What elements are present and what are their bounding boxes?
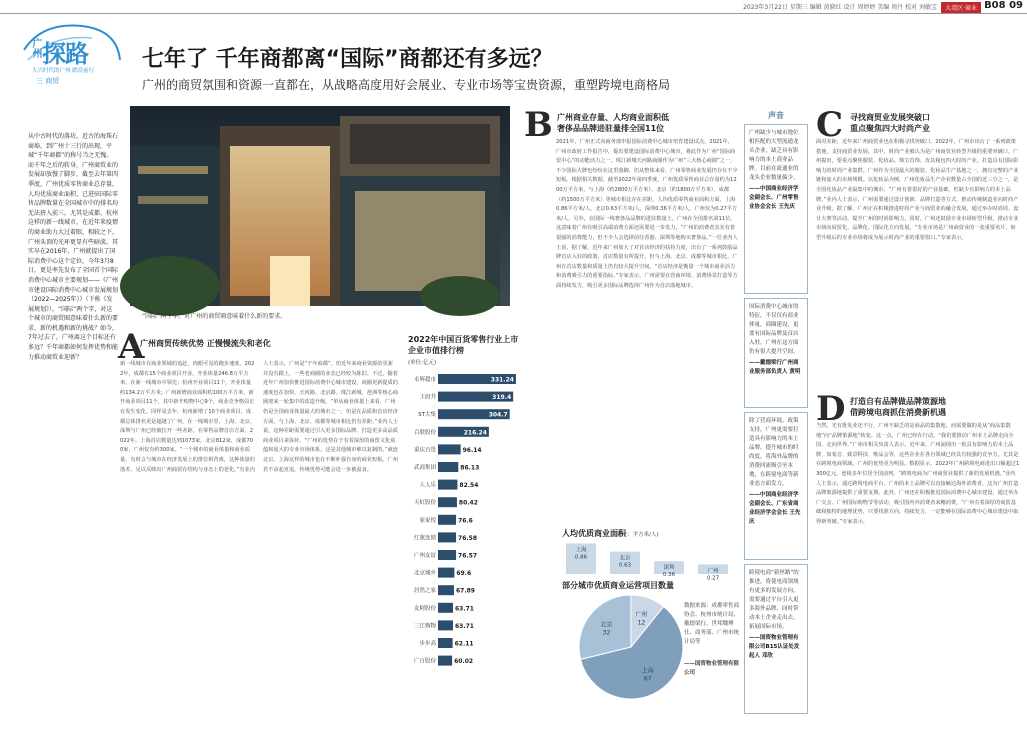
section-d-body: 当然，光有批发业还不行，广州不缺乏的是商品的集散地，而需要做的是从“商品集散地”向“品牌策源地”转变。这一点，广州已经在行动。“我们要推动广州本土品牌走向全国、走向世界。”广州市相关负责人表示。近年来，广州涌现出一批具有影响力的本土品牌，如希音、致景科技、唯品会等，这些企业在各自领域已经具有较强的竞争力。尤其是在跨境电商领域，广州的优势更为明显。数据显示，2022年广州跨境电商进出口额超过1300亿元，连续多年位居全国前列。“跨境电商为广州商贸业提供了新的发展机遇。”业内人士表示，通过跨境电商平台，广州的本土品牌可以直接触达海外消费者，这为广州打造品牌策源地提供了重要支撑。此外，广州还在积极推进国际消费中心城市建设，通过举办广交会、广州国际购物节等活动，吸引国内外消费者来穗消费。“广州有着深厚的商贸基础和独特的地理优势，只要找准方向、持续发力，一定能够在国际消费中心城市建设中取得新突破。”专家表示。 — [816, 423, 1020, 525]
chart1-category-label: 三江购物 — [413, 623, 436, 630]
voice-quote-3-source: ——中国商业经济学会副会长、广东省商业经济学会会长 王先庆 — [749, 492, 801, 525]
chart1-value-label: 80.42 — [458, 499, 478, 507]
chart1-category-label: 友阿股份 — [413, 605, 436, 612]
page-badge: 大湾区·商业 — [941, 2, 981, 13]
section-c-title: 寻找商贸业发展突破口 重点聚焦四大时尚产业 — [850, 113, 930, 133]
chart1-bar — [438, 550, 456, 560]
chart1-category-label: 百联股份 — [413, 429, 436, 436]
photo-caption: “国际”两个字，对广州的商贸圈意味着什么新的要求。 — [142, 313, 287, 320]
chart2-value-label: 0.86 — [574, 554, 588, 561]
chart1-title: 2022年中国百货零售行业上市企业市值排行榜 — [408, 335, 519, 355]
chart1-bar — [438, 444, 461, 454]
chart3-slice-value: 12 — [637, 619, 646, 627]
chart1-bar — [438, 497, 457, 507]
chart3-slice-label: 广州 — [635, 611, 648, 619]
chart1-value-label: 331.24 — [490, 376, 514, 384]
chart1-bar — [438, 480, 457, 490]
chart3-slice-value: 67 — [643, 675, 652, 683]
voice-quote-4-text: 跨境电商“新丝路”的推进，将使电商领域有更多的发展方向，需要通过平台引入更多海外品牌，同时带动本土企业走出去，拓展国际市场。 — [749, 570, 799, 630]
chart1-category-label: 居然之家 — [413, 588, 436, 595]
headline: 七年了 千年商都离“国际”商都还有多远？ — [142, 47, 553, 72]
chart1-value-label: 63.71 — [454, 622, 474, 630]
intro-column: 从中古时代的落坊，近古的海珠石商埠，到广州十三行的出现，平城“千年商都”的称号当之无愧。而千年之后的转身，广州商贸业的发展却放慢了脚步，截至去年第四季度，广州优质零售商业总存量，人均优质商业面积、已进驻国际零售品牌数量在全国城市中的排名均无法挤入前三。尤其是成都、杭州这样的新一线城市，在近年来疫情的商业助力大过着眼，相较之下，广州头顶的光环更显有些暗淡。其实早在2016年，广州就提出了国际消费中心这个定位。今年3月8日，更是率先发布了全国首个国际消费中心城市主要规划——《广州市建设国际消费中心城市发展规划（2022—2025年）》（下称《发展规划》）。“国际”两个字，对这个城市的商贸圈意味着什么新的要求、新的机遇和新的挑战？如今，7年过去了，广州离这个目标还有多远？千年商都如何发挥优势和能力推动商贸业迎新？ — [28, 133, 119, 361]
voice-heading: 声音 — [768, 111, 784, 120]
voice-quote-2-source: ——戴德梁行广州商业服务部负责人 黄明 — [749, 360, 801, 375]
chart1-value-label: 63.71 — [454, 605, 474, 613]
chart2-value-label: 0.63 — [618, 562, 632, 569]
chart2-category-label: 上海 — [575, 547, 587, 554]
chart1-value-label: 319.4 — [492, 394, 512, 402]
chart1-value-label: 60.02 — [454, 658, 474, 666]
chart3-credit: ——国资物业管理有限公司 — [684, 661, 740, 676]
chart1-category-label: 家家悦 — [419, 517, 436, 524]
lead-photo — [130, 106, 510, 306]
chart1-value-label: 96.14 — [462, 446, 482, 454]
chart1-bar — [438, 532, 456, 542]
logo-section: 三 商贸 — [36, 77, 60, 85]
section-a-letter: A — [118, 327, 145, 367]
chart1-category-label: 北京城乡 — [413, 570, 436, 577]
chart1-value-label: 86.13 — [460, 464, 480, 472]
chart3-title: 部分城市优质商业运营项目数量 — [562, 581, 674, 590]
chart1-category-label: 广百股份 — [413, 658, 436, 665]
chart3-pie — [576, 592, 686, 702]
section-b-body: 2021年，广州正式向商务部申报国际消费中心城市培育建设试点。2021年，广州市政府工作报告中，提出要建设国际消费中心城市，将此作为广州“国际商贸中心”的动能活力之一。珠江新城天河路商圈作为广州“三大核心商圈”之一，不少国际大牌也纷纷在这里落脚。但从整体来看，广州零售商业发展仍存在不少短板。根据相关数据，截至2022年第四季度，广州优质零售商业总存量约为1200万平方米，与上海（约2800万平方米）、北京（约1800万平方米）、成都（约1500万平方米）等城市相比存在差距。人均优质零售商业面积方面，上海0.86平方米/人，北京0.63平方米/人，深圳0.36平方米/人，广州仅为0.27平方米/人。另外，在国际一线奢侈品品牌的进驻数量上，广州在全国排名第11位。这意味着广州在吸引高端消费方面还需要进一步发力。“广州的消费者其实有着很强的消费能力，但不少人会选择前往香港、深圳等地购买奢侈品。”一位业内人士说。据了解，近年来广州加大了对首店经济的扶持力度，出台了一系列鼓励品牌首店入驻的政策，首店数量有所提升。但与上海、北京、成都等城市相比，广州在首店数量和质量上仍有较大提升空间。“首店经济是衡量一个城市商业活力和消费吸引力的重要指标。”专家表示，广州需要在营商环境、消费场景打造等方面持续发力，吸引更多国际品牌选择广州作为首店落地城市。 — [556, 139, 738, 289]
section-c-letter: C — [816, 105, 844, 145]
chart1-category-label: 王府井 — [419, 394, 436, 401]
chart2-unit: (单位：平方米/人) — [614, 532, 659, 538]
voice-quote-2-text: 国际消费中心城市的特征，不仅仅有商业体量，商圈建设，更要有国际品牌及首店入驻，广州在这方面仍有很大提升空间。 — [749, 304, 799, 355]
chart1-value-label: 69.6 — [456, 570, 472, 578]
chart1-value-label: 76.6 — [458, 517, 473, 525]
voice-quote-4 — [744, 564, 808, 714]
chart1-value-label: 67.89 — [455, 587, 475, 595]
chart3-slice-label: 上海 — [641, 667, 654, 675]
chart1-value-label: 76.57 — [458, 552, 478, 560]
chart1-bar — [438, 585, 454, 595]
chart1-bar — [438, 568, 454, 578]
chart1-value-label: 62.11 — [454, 640, 474, 648]
logo-tagline: 大兴时代的广州 踏浪前行 — [32, 68, 95, 74]
chart1-category-label: 天虹股份 — [413, 500, 436, 507]
chart1-value-label: 304.7 — [488, 411, 508, 419]
voice-quote-1 — [744, 124, 808, 294]
chart2-value-label: 0.36 — [662, 572, 676, 579]
chart1-value-label: 76.58 — [458, 534, 478, 542]
subheadline: 广州的商贸氛围和资源一直都在，从战略高度用好会展业、专业市场等宝贵资源，重塑跨境电商格局 — [142, 78, 671, 92]
chart1-category-label: 步步高 — [419, 641, 436, 647]
voice-quote-1-text: 广州缺少与城市地位相匹配的大型流通龙头企业，缺乏具有影响力的本土商业品牌。目前在流通业的龙头企业数量偏少。 — [749, 130, 799, 181]
chart2-category-label: 北京 — [619, 555, 631, 562]
chart2-value-label: 0.27 — [706, 575, 720, 582]
section-c-body: 面对差距，近年来广州商贸业也在积极寻找突破口。2022年，广州市出台了一系列政策措施，支持商贸业发展。其中，时尚产业被认为是广州商贸业转型升级的重要突破口。广州提出，要重点聚焦服装、化妆品、珠宝首饰、皮具箱包四大时尚产业，打造具有国际影响力的时尚产业集群。广州作为全国最大的服装、化妆品生产基地之一，拥有完整的产业链和庞大的市场规模。以化妆品为例，广州化妆品生产企业数量占全国的近三分之一，是全国化妆品产业最集中的城市。“广州有着很好的产业基础，但缺少有影响力的本土品牌。”业内人士表示，广州需要通过设计创新、品牌打造等方式，推动传统制造业向时尚产业升级。据了解，广州正在积极推进时尚产业与商贸业的融合发展，通过举办时尚周、设计大赛等活动，提升广州的时尚影响力。同时，广州还鼓励专业市场转型升级，推动专业市场向展贸化、品牌化、国际化方向发展。“专业市场是广州商贸业的一张重要名片，转型升级后的专业市场将成为展示时尚产业的重要窗口。”专家表示。 — [816, 139, 1019, 241]
chart1-category-label: 红旗连锁 — [413, 535, 436, 542]
chart3-slice-label: 北京 — [600, 621, 613, 629]
chart3-slice-value: 32 — [602, 629, 611, 637]
chart1-category-label: 人人乐 — [419, 482, 436, 489]
section-b-title: 广州商业存量、人均商业面积低 奢侈品品牌进驻量排全国11位 — [557, 113, 669, 133]
logo-title: 探路 — [42, 40, 88, 68]
column-logo — [22, 20, 122, 102]
chart1-bar — [438, 656, 452, 666]
chart1-value-label: 82.54 — [459, 482, 479, 490]
chart3-source: 数据来源：成都零售商协会、杭州市统计局、戴德梁行、世邦魏理仕、商务部、广州市统计局等 — [684, 603, 740, 645]
chart1-category-label: ST大集 — [418, 412, 436, 419]
chart1-category-label: 武商集团 — [413, 465, 436, 471]
voice-quote-1-source: ——中国商业经济学会副会长、广州零售业协会会长 王先庆 — [749, 186, 799, 210]
chart1-bar — [438, 620, 453, 630]
chart1-category-label: 广州友谊 — [413, 553, 436, 559]
chart1-category-label: 永辉超市 — [413, 377, 436, 383]
voice-quote-2 — [744, 298, 808, 408]
chart2-category-label: 广州 — [707, 568, 719, 575]
chart1-category-label: 重庆百货 — [413, 447, 436, 454]
chart2-category-label: 深圳 — [663, 565, 675, 572]
chart1-bar — [438, 638, 453, 648]
voice-quote-4-source: ——国资物业管理有限公司B15认证处发起人 邓欣 — [749, 635, 800, 659]
voice-quote-3-text: 除了营商环境、政策支持，广州更需要打造具有影响力的本土品牌，提升城市的时尚度，将海外品牌的消费回流吸引至本地，在跨境电商等新业态方面发力。 — [749, 418, 799, 487]
section-b-letter: B — [524, 105, 553, 145]
chart1-bar — [438, 462, 458, 472]
section-a-body: 新一线城市在商业领域的追赶，肉眼可见的跑步速度。2022年，成都有15个商业项目开业，开业体量246.8万平方米，在新一线城市中领先；杭州开业项目11个，开业体量约134.2万平方米；广州新增商业面积约100万平方米，新开商业项目11个，其中新开购物中心9个，商业竞争格局正在发生变化。同样是去年，杭州新增了10个商业项目，成都总体排名更是超越了广州，在一线城市里，上海、北京、深圳与广州已经被拉开一些差距。在零售品牌首店方面，2022年，上海首店数量达到1073家，北京812家，成都700家，广州仅有约300家。“一个城市的商业体量和商业质量，有时会与城市在经济发展上的排位相背离，这种体量的落差，足以反映出广州商贸在结构与业态上的老化。”有业内人士表示，广州是“干年商都”，但近年来商业资源的更新并没有跟上，一些老商圈的业态已经较为陈旧。不过，随着近年广州加快推进国际消费中心城市建设，商圈更新提质的速度也在加快，天河路、北京路、珠江新城、琶洲等核心商圈迎来一轮集中的改造升级。“单从商业体量上来看，广州仍是全国商业体量最大的城市之一，但是在品质和首店经济方面，与上海、北京、成都等城市相比仍有差距。”业内人士说，这种差距需要通过引入更多国际品牌、打造更多高品质商业项目来弥补。“广州的优势在于有着深厚的商贸文化底蕴和庞大的专业市场体系，这是其他城市难以复制的。”就连北京、上海这样的城市也在不断补强自身的商业短板，广州若不奋起直追，传统优势可能会进一步被蚕食。 — [120, 361, 398, 473]
section-d-letter: D — [816, 389, 846, 429]
mall-photo — [130, 106, 510, 306]
section-d-title: 打造自有品牌做品牌策源地 借跨境电商抓住消费新机遇 — [850, 397, 946, 417]
chart1-value-label: 216.24 — [463, 429, 487, 437]
chart1-bar — [438, 515, 456, 525]
chart2-title: 人均优质商业面积 — [562, 529, 626, 538]
section-a-title: 广州商贸传统优势 正慢慢流失和老化 — [140, 339, 271, 348]
chart1-unit: (单位:亿元) — [408, 360, 437, 366]
chart1-bar — [438, 603, 453, 613]
voice-quote-3 — [744, 412, 808, 560]
chart2-columns — [562, 540, 742, 582]
page-number: B08 09 — [984, 0, 1023, 11]
logo-city: 广州 — [30, 38, 41, 58]
date-line: 2023年3月22日 星期三 编辑 黄晓红 设计 周婷婷 美编 周丹 校对 刘敏宝 — [743, 4, 937, 11]
chart1-bars — [408, 372, 520, 672]
